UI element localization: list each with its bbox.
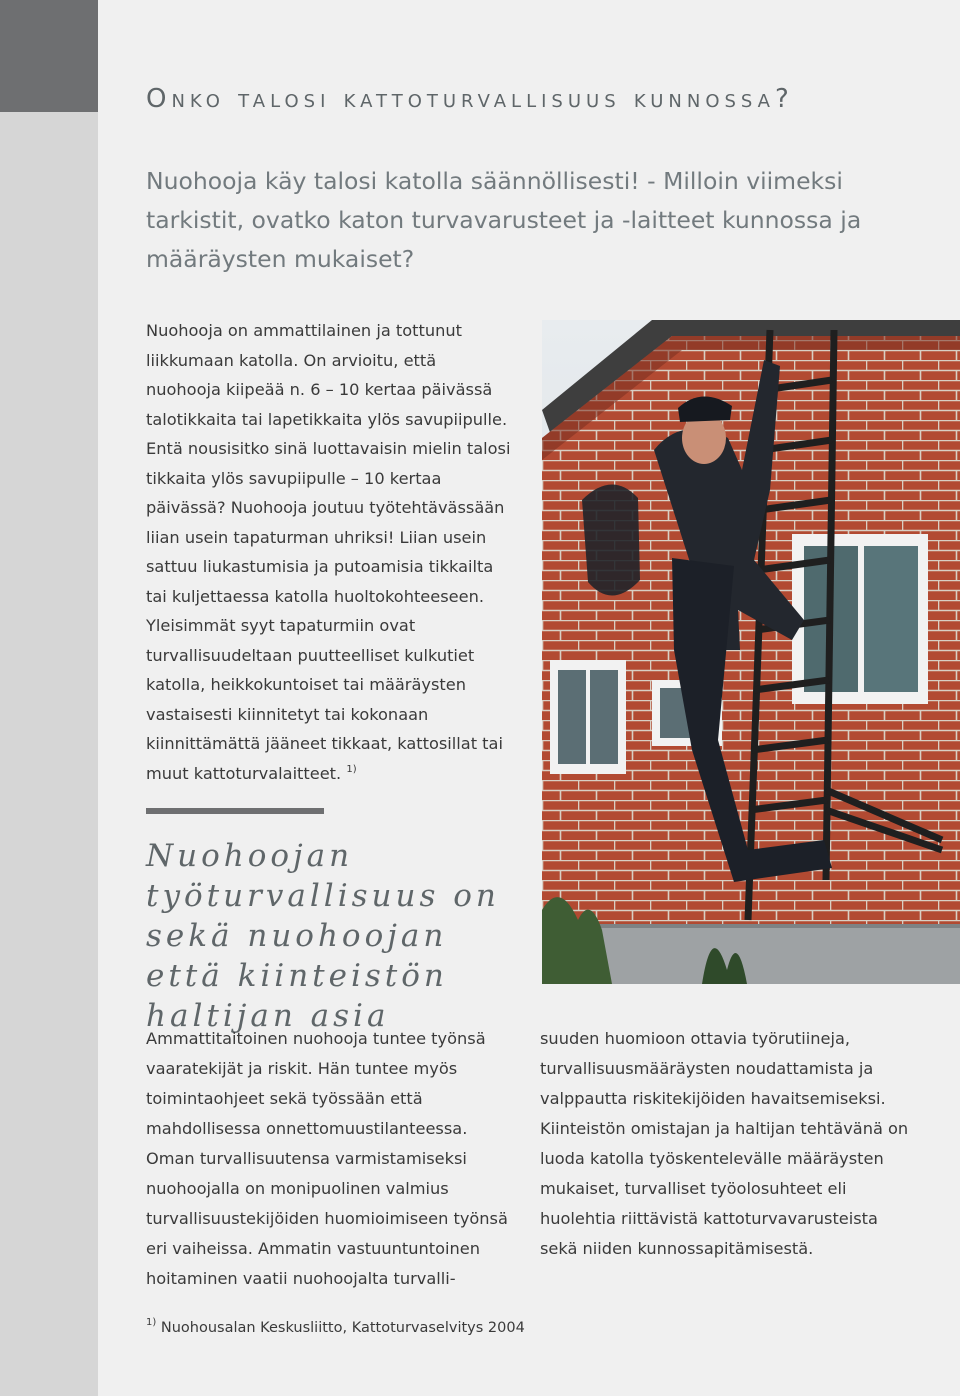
- sidebar-stripe: [0, 0, 98, 1396]
- lead-paragraph: Nuohooja käy talosi katolla säännöllisesti! - Milloin viimeksi tarkistit, ovatko katon turvavarusteet ja -laitteet kunnossa ja määräysten mukaiset?: [146, 167, 862, 273]
- sidebar-stripe-dark: [0, 0, 98, 112]
- footnote-marker: 1): [146, 1317, 157, 1328]
- column-right-text: suuden huomioon ottavia työrutiineja, turvallisuusmääräysten noudattamista ja valppautta riskitekijöiden havaitsemiseksi. Kiinteistön omistajan ja haltijan tehtävänä on luoda katolla työskentelevälle määräysten mukaiset, turvalliset työolosuhteet eli huolehtia riittävistä kattoturvavarusteista sekä niiden kunnossapitämisestä.: [540, 1029, 909, 1258]
- footnote-text: Nuohousalan Keskusliitto, Kattoturvaselvitys 2004: [160, 1320, 525, 1336]
- chimney-sweep-photo: [542, 320, 960, 984]
- footnote-reference: 1): [346, 763, 357, 775]
- column-left-text: Ammattitaitoinen nuohooja tuntee työnsä vaaratekijät ja riskit. Hän tuntee myös toimintaohjeet sekä työssään että mahdollisessa onnettomuustilanteessa. Oman turvallisuutensa varmistamiseksi nuohoojalla on monipuolinen valmius turvallisuustekijöiden huomioimiseen työnsä eri vaiheissa. Ammatin vastuuntuntoinen hoitaminen vaatii nuohoojalta turvalli-: [146, 1029, 508, 1288]
- pull-quote: Nuohoojan työturvallisuus on sekä nuohoojan että kiinteistön haltijan asia: [146, 838, 500, 1034]
- footnote: [146, 1317, 646, 1339]
- section-divider: [146, 808, 324, 814]
- page-title: Onko talosi kattoturvallisuus kunnossa?: [146, 84, 794, 114]
- body-paragraph: [146, 316, 514, 788]
- window-left: [550, 660, 626, 774]
- body-text: Nuohooja on ammattilainen ja tottunut liikkumaan katolla. On arvioitu, että nuohooja kiipeää n. 6 – 10 kertaa päivässä talotikkaita tai lapetikkaita ylös savupiipulle. Entä nousisitko sinä luottavaisin mielin talosi tikkaita ylös savupiipulle – 10 kertaa päivässä? Nuohooja joutuu työtehtävässään liian usein tapaturman uhriksi! Liian usein sattuu liukastumisia ja putoamisia tikkailta tai kuljettaessa katolla huoltokohteeseen. Yleisimmät syyt tapaturmiin ovat turvallisuudeltaan puutteelliset kulkutiet katolla, heikkokuntoiset tai määräysten vastaisesti kiinnitetyt tai kokonaan kiinnittämättä jääneet tikkaat, kattosillat tai muut kattoturvalaitteet.: [146, 321, 511, 783]
